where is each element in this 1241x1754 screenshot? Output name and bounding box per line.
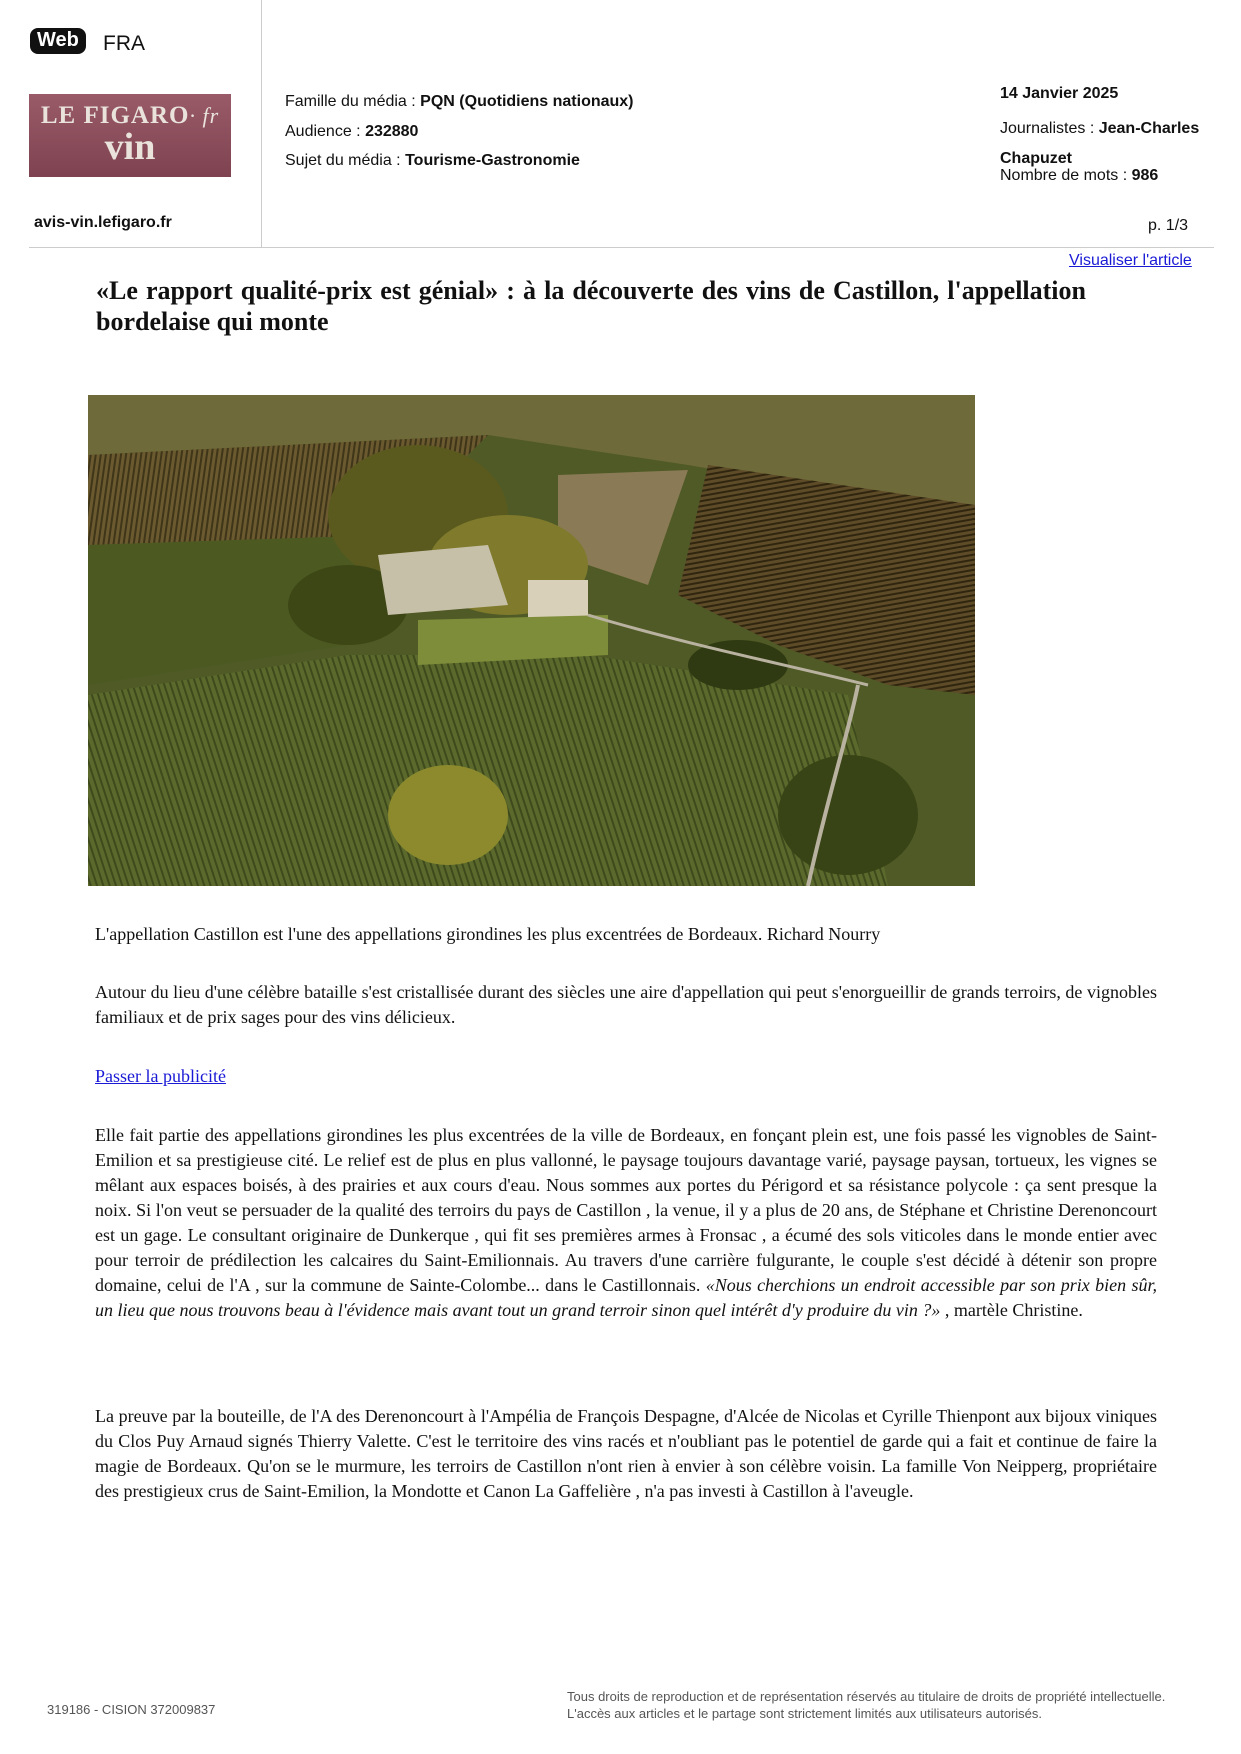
article-photo	[88, 395, 975, 886]
header-divider-vertical	[261, 0, 262, 248]
copyright-line-2: L'accès aux articles et le partage sont strictement limités aux utilisateurs autorisés.	[567, 1706, 1043, 1721]
publication-date: 14 Janvier 2025	[1000, 85, 1119, 102]
audience-value: 232880	[365, 123, 419, 140]
word-count-label: Nombre de mots :	[1000, 167, 1132, 184]
logo-subtitle: vin	[104, 126, 156, 168]
header-divider-horizontal	[29, 247, 1214, 248]
media-family-label: Famille du média :	[285, 93, 421, 110]
media-family	[285, 93, 634, 111]
paragraph-2	[95, 1123, 1157, 1323]
skip-ad-link[interactable]: Passer la publicité	[95, 1066, 226, 1086]
photo-caption: L'appellation Castillon est l'une des appellations girondines les plus excentrées de Bordeaux. Richard Nourry	[95, 924, 881, 944]
audience-label: Audience :	[285, 123, 366, 140]
copyright-line-1: Tous droits de reproduction et de représentation réservés au titulaire de droits de propriété intellectuelle.	[567, 1689, 1166, 1704]
article-title: «Le rapport qualité-prix est génial» : à la découverte des vins de Castillon, l'appellation bordelaise qui monte	[96, 276, 1086, 336]
journalists-label: Journalistes :	[1000, 120, 1099, 137]
journalists	[1000, 114, 1200, 174]
logo-text: LE FIGARO	[40, 102, 190, 129]
media-family-value: PQN (Quotidiens nationaux)	[420, 93, 634, 110]
copyright-notice	[567, 1688, 1207, 1722]
logo-suffix: · fr	[189, 103, 220, 128]
word-count-value: 986	[1131, 167, 1159, 184]
view-article-link[interactable]: Visualiser l'article	[1069, 252, 1192, 269]
document-id: 319186 - CISION 372009837	[47, 1702, 216, 1717]
site-url: avis-vin.lefigaro.fr	[34, 214, 172, 231]
paragraph-2-quote: «Nous cherchions un endroit accessible par son prix bien sûr, un lieu que nous trouvons beau à l'évidence mais avant tout un grand terroir sinon quel intérêt d'y produire du vin ?»	[95, 1275, 1157, 1320]
lead-paragraph: Autour du lieu d'une célèbre bataille s'est cristallisée durant des siècles une aire d'appellation qui peut s'enorgueillir de grands terroirs, de vignobles familiaux et de prix sages pour des vins délicieux.	[95, 982, 1157, 1027]
paragraph-2-end: , martèle Christine.	[940, 1300, 1083, 1320]
page-number: p. 1/3	[1148, 217, 1189, 234]
web-badge: Web	[30, 28, 86, 54]
audience	[285, 123, 418, 141]
word-count	[1000, 167, 1158, 185]
publication-logo	[29, 94, 231, 177]
media-subject-label: Sujet du média :	[285, 152, 406, 169]
language-code: FRA	[103, 32, 145, 55]
media-subject-value: Tourisme-Gastronomie	[405, 152, 580, 169]
media-subject	[285, 152, 580, 170]
paragraph-2-text: Elle fait partie des appellations girondines les plus excentrées de la ville de Bordeaux, en fonçant plein est, une fois passé les vignobles de Saint-Emilion et sa prestigieuse cité. Le relief est de plus en plus vallonné, le paysage toujours davantage varié, paysage paysan, tortueux, les vignes se mêlant aux espaces boisés, à des prairies et aux cours d'eau. Nous sommes aux portes du Périgord et sa résistance polycole : ça sent presque la noix. Si l'on veut se persuader de la qualité des terroirs du pays de Castillon , la venue, il y a plus de 20 ans, de Stéphane et Christine Derenoncourt est un gage. Le consultant originaire de Dunkerque , qui fit ses premières armes à Fronsac , a écumé des sols viticoles dans le monde entier avec pour terroir de prédilection les calcaires du Saint-Emilionnais. Au travers d'une carrière fulgurante, le couple s'est décidé à détenir son propre domaine, celui de l'A , sur la commune de Sainte-Colombe... dans le Castillonnais.	[95, 1125, 1157, 1295]
paragraph-3: La preuve par la bouteille, de l'A des Derenoncourt à l'Ampélia de François Despagne, d'Alcée de Nicolas et Cyrille Thienpont aux bijoux viniques du Clos Puy Arnaud signés Thierry Valette. C'est le territoire des vins racés et n'oubliant pas le potentiel de garde qui a fait et continue de faire la magie de Bordeaux. Qu'on se le murmure, les terroirs de Castillon n'ont rien à envier à son célèbre voisin. La famille Von Neipperg, propriétaire des prestigieux crus de Saint-Emilion, la Mondotte et Canon La Gaffelière , n'a pas investi à Castillon à l'aveugle.	[95, 1406, 1157, 1501]
journalists-value: Jean-Charles Chapuzet	[1000, 120, 1200, 167]
